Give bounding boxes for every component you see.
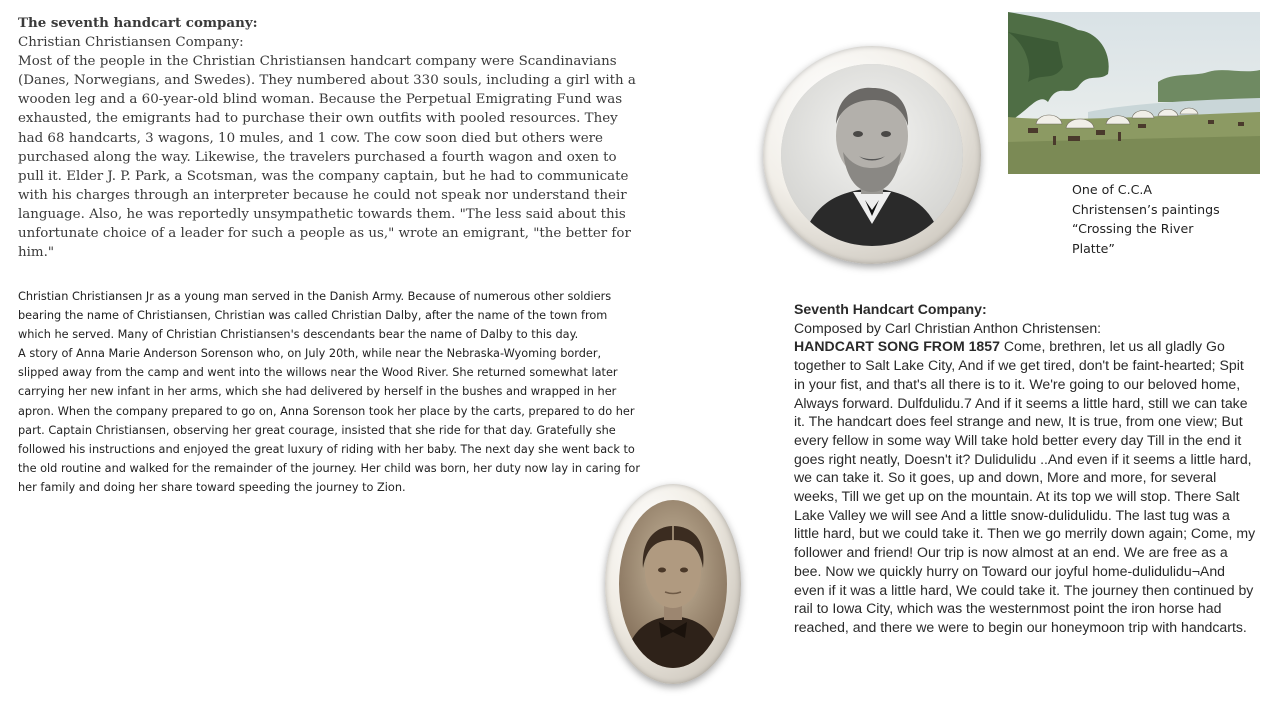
song-title: HANDCART SONG FROM 1857	[794, 338, 1000, 355]
intro-paragraph: Most of the people in the Christian Christiansen handcart company were Scandinavians (Danes, Norwegians, and Swedes). They numbered about 330 souls, including a girl with a wooden leg and a 60-year-old blind woman. Because the Perpetual Emigrating Fund was exhausted, the emigrants had to purchase their own outfits with pooled resources. They had 68 handcarts, 3 wagons, 10 mules, and 1 cow. The cow soon died but others were purchased along the way. Likewise, the travelers purchased a fourth wagon and oxen to pull it. Elder J. P. Park, a Scotsman, was the company captain, but he had to communicate with his charges through an interpreter because he could not speak nor understand their language. Also, he was reportedly unsympathetic towards them. "The less said about this unfortunate choice of a leader for such a people as us," wrote an emigrant, "the better for him."	[18, 54, 636, 261]
sorenson-story-paragraph: A story of Anna Marie Anderson Sorenson who, on July 20th, while near the Nebraska-Wyoming border, slipped away from the camp and went into the willows near the Wood River. She returned somewhat later carrying her new infant in her arms, which she had delivered by herself in the bushes and wrapped in her apron. When the company prepared to go on, Anna Sorenson took her place by the carts, prepared to do her part. Captain Christiansen, observing her great courage, insisted that she ride for that day. Gratefully she followed his instructions and enjoyed the great luxury of riding with her baby. The next day she went back to the old routine and walked for the remainder of the journey. Her child was born, her duty now lay in caring for her family and doing her share toward speeding the journey to Zion.	[18, 347, 640, 494]
caption-line: One of C.C.A	[1072, 182, 1152, 197]
song-lyrics: Come, brethren, let us all gladly Go together to Salt Lake City, And if we get tired, don't be faint-hearted; Spit in your fist, and that's all there is to it. We're going to our beloved home, Always forward. Dulfdulidu.7 And if it seems a little hard, still we can take it. The handcart does feel strange and new, It is true, from one view; But every fellow in some way Will take hold better every day Till in the end it goes right neatly, Doesn't it? Dulidulidu ..And even if it seems a little hard, we can take it. So it goes, up and down, More and more, for several weeks, Till we get up on the mountain. At its top we will stop. There Salt Lake Valley we will see And a little snow-dulidulidu. The last tug was a little hard, but we could take it. Then we go merrily down again; Come, my follower and friend! Our trip is now almost at an end. We are free as a bee. Now we quickly hurry on Toward our joyful home-dulidulidu¬And even if it was a little hard, We could take it. The journey then continued by rail to Iowa City, which was the westernmost point the iron horse had reached, and there we were to begin our honeymoon trip with handcarts.	[794, 338, 1256, 635]
crossing-river-platte-painting	[1008, 12, 1260, 174]
painting-caption	[1072, 180, 1242, 258]
portrait-frame-oval	[605, 484, 741, 684]
man-portrait-photo	[781, 64, 963, 246]
woman-portrait-photo	[619, 500, 727, 668]
song-body	[794, 337, 1256, 636]
caption-line: Christensen’s paintings	[1072, 201, 1220, 217]
dalby-paragraph: Christian Christiansen Jr as a young man served in the Danish Army. Because of numerous other soldiers bearing the name of Christiansen, Christian was called Christian Dalby, after the name of the town from which he served. Many of Christian Christiansen's descendants bear the name of Dalby to this day.	[18, 290, 612, 342]
caption-line: Platte”	[1072, 240, 1115, 256]
company-subtitle: Christian Christiansen Company:	[18, 35, 244, 51]
story-section	[18, 287, 643, 497]
portrait-frame-round	[763, 46, 981, 264]
caption-line: “Crossing the River	[1072, 221, 1194, 236]
song-composer: Composed by Carl Christian Anthon Christensen:	[794, 319, 1102, 336]
song-heading: Seventh Handcart Company:	[794, 301, 987, 317]
intro-section	[18, 14, 643, 262]
section-title: The seventh handcart company:	[18, 15, 258, 31]
handcart-song-section	[794, 300, 1256, 637]
